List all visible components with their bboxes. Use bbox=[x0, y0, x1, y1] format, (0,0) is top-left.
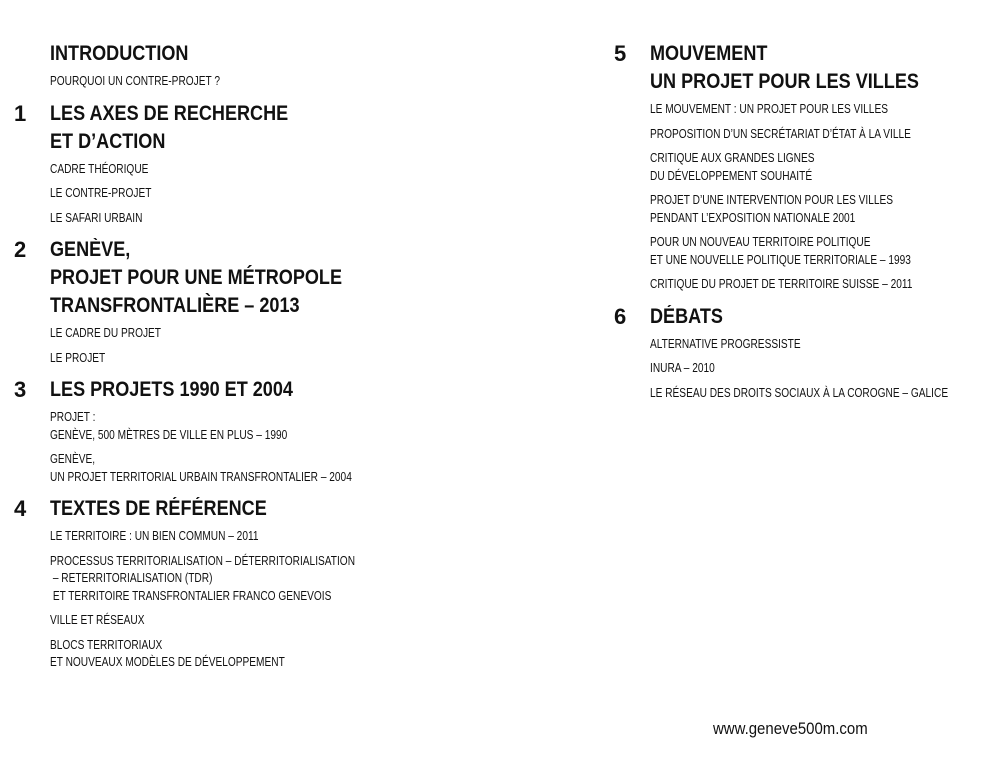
section-title bbox=[650, 40, 946, 96]
section-entries bbox=[650, 100, 994, 293]
toc-section-s1 bbox=[14, 100, 474, 227]
section-title-line: TRANSFRONTALIÈRE – 2013 bbox=[50, 294, 300, 317]
section-title bbox=[50, 376, 415, 404]
toc-entry-line: BLOCS TERRITORIAUX bbox=[50, 636, 163, 652]
toc-entry-line: LE PROJET bbox=[50, 349, 106, 365]
section-entries bbox=[50, 72, 474, 90]
toc-entry-line: DU DÉVELOPPEMENT SOUHAITÉ bbox=[650, 167, 813, 183]
section-title bbox=[50, 100, 415, 156]
toc-section-s3 bbox=[14, 376, 474, 485]
section-entries bbox=[50, 527, 474, 671]
toc-entry[interactable] bbox=[50, 611, 381, 629]
section-title-line: UN PROJET POUR LES VILLES bbox=[650, 70, 919, 93]
toc-entry-line: PROPOSITION D’UN SECRÉTARIAT D’ÉTAT À LA VILLE bbox=[650, 125, 911, 141]
section-title-line: PROJET POUR UNE MÉTROPOLE bbox=[50, 266, 343, 289]
toc-entry[interactable] bbox=[650, 275, 918, 293]
website-url[interactable]: www.geneve500m.com bbox=[713, 719, 868, 738]
toc-entry-line: LE RÉSEAU DES DROITS SOCIAUX À LA COROGNE – GALICE bbox=[650, 384, 949, 400]
toc-entry-line: UN PROJET TERRITORIAL URBAIN TRANSFRONTALIER – 2004 bbox=[50, 468, 352, 484]
toc-section-s2 bbox=[14, 236, 474, 366]
toc-entry-line: PENDANT L’EXPOSITION NATIONALE 2001 bbox=[650, 209, 856, 225]
toc-entry-line: LE CONTRE-PROJET bbox=[50, 185, 152, 200]
toc-entry[interactable] bbox=[50, 349, 381, 367]
section-title-line: INTRODUCTION bbox=[50, 42, 189, 65]
section-title-line: TEXTES DE RÉFÉRENCE bbox=[50, 497, 267, 520]
section-number: 2 bbox=[14, 237, 27, 262]
toc-entry[interactable] bbox=[50, 160, 381, 178]
toc-section-s4 bbox=[14, 495, 474, 671]
section-title-line: GENÈVE, bbox=[50, 238, 131, 261]
section-title bbox=[50, 495, 415, 523]
toc-entry[interactable] bbox=[650, 359, 918, 377]
right-column bbox=[614, 40, 994, 411]
toc-entry[interactable] bbox=[50, 324, 381, 342]
toc-entry-line: VILLE ET RÉSEAUX bbox=[50, 612, 145, 627]
toc-entry-line: INURA – 2010 bbox=[650, 360, 715, 375]
toc-entry-line: CADRE THÉORIQUE bbox=[50, 160, 149, 176]
toc-entry-line: LE MOUVEMENT : UN PROJET POUR LES VILLES bbox=[650, 101, 888, 116]
toc-entry[interactable] bbox=[650, 191, 918, 226]
toc-entry-line: LE CADRE DU PROJET bbox=[50, 325, 162, 340]
section-title bbox=[50, 40, 415, 68]
section-entries bbox=[50, 408, 474, 485]
left-column bbox=[14, 40, 474, 681]
toc-entry[interactable] bbox=[650, 100, 918, 118]
toc-entry-line: GENÈVE, 500 MÈTRES DE VILLE EN PLUS – 1990 bbox=[50, 426, 288, 442]
section-number: 3 bbox=[14, 377, 27, 402]
section-title-line: DÉBATS bbox=[650, 304, 723, 328]
toc-entry[interactable] bbox=[650, 149, 918, 184]
section-title bbox=[650, 303, 946, 331]
toc-entry-line: POURQUOI UN CONTRE-PROJET ? bbox=[50, 73, 220, 88]
toc-entry-line: ET UNE NOUVELLE POLITIQUE TERRITORIALE – 1993 bbox=[650, 251, 911, 267]
toc-entry-line: LE TERRITOIRE : UN BIEN COMMUN – 2011 bbox=[50, 528, 259, 543]
toc-entry[interactable] bbox=[50, 72, 381, 90]
toc-entry-line: ALTERNATIVE PROGRESSISTE bbox=[650, 335, 801, 351]
toc-section-s5 bbox=[614, 40, 994, 293]
toc-entry[interactable] bbox=[50, 636, 381, 671]
section-entries bbox=[50, 160, 474, 227]
toc-entry[interactable] bbox=[650, 125, 918, 143]
toc-section-s6 bbox=[614, 303, 994, 402]
toc-entry[interactable] bbox=[650, 233, 918, 268]
toc-entry[interactable] bbox=[50, 184, 381, 202]
toc-entry-line: ET NOUVEAUX MODÈLES DE DÉVELOPPEMENT bbox=[50, 654, 285, 669]
section-title-line: LES PROJETS 1990 ET 2004 bbox=[50, 378, 293, 401]
toc-section-intro bbox=[14, 40, 474, 90]
section-title bbox=[50, 236, 415, 320]
section-entries bbox=[50, 324, 474, 366]
section-number: 5 bbox=[614, 41, 627, 66]
toc-entry-line: PROJET : bbox=[50, 409, 96, 424]
toc-entry[interactable] bbox=[650, 335, 918, 353]
toc-entry[interactable] bbox=[50, 527, 381, 545]
section-title-line: ET D’ACTION bbox=[50, 129, 166, 153]
section-number: 1 bbox=[14, 100, 27, 126]
toc-entry-line: POUR UN NOUVEAU TERRITOIRE POLITIQUE bbox=[650, 234, 871, 249]
toc-entry-line: LE SAFARI URBAIN bbox=[50, 209, 143, 225]
toc-entry-line: – RETERRITORIALISATION (TDR) bbox=[50, 570, 213, 585]
section-number: 4 bbox=[14, 496, 27, 521]
toc-entry-line: CRITIQUE AUX GRANDES LIGNES bbox=[650, 150, 815, 165]
toc-entry[interactable] bbox=[650, 384, 949, 402]
toc-entry[interactable] bbox=[50, 450, 381, 485]
toc-entry[interactable] bbox=[50, 209, 381, 227]
toc-entry[interactable] bbox=[50, 552, 381, 605]
toc-entry-line: ET TERRITOIRE TRANSFRONTALIER FRANCO GENEVOIS bbox=[50, 587, 332, 603]
toc-entry-line: GENÈVE, bbox=[50, 451, 96, 466]
toc-entry-line: PROJET D’UNE INTERVENTION POUR LES VILLES bbox=[650, 192, 894, 207]
section-title-line: MOUVEMENT bbox=[650, 42, 768, 65]
toc-entry-line: PROCESSUS TERRITORIALISATION – DÉTERRITORIALISATION bbox=[50, 552, 356, 568]
section-number: 6 bbox=[614, 303, 627, 329]
toc-entry-line: CRITIQUE DU PROJET DE TERRITOIRE SUISSE – 2011 bbox=[650, 276, 913, 291]
section-entries bbox=[650, 335, 994, 402]
toc-entry[interactable] bbox=[50, 408, 381, 443]
section-title-line: LES AXES DE RECHERCHE bbox=[50, 101, 289, 125]
